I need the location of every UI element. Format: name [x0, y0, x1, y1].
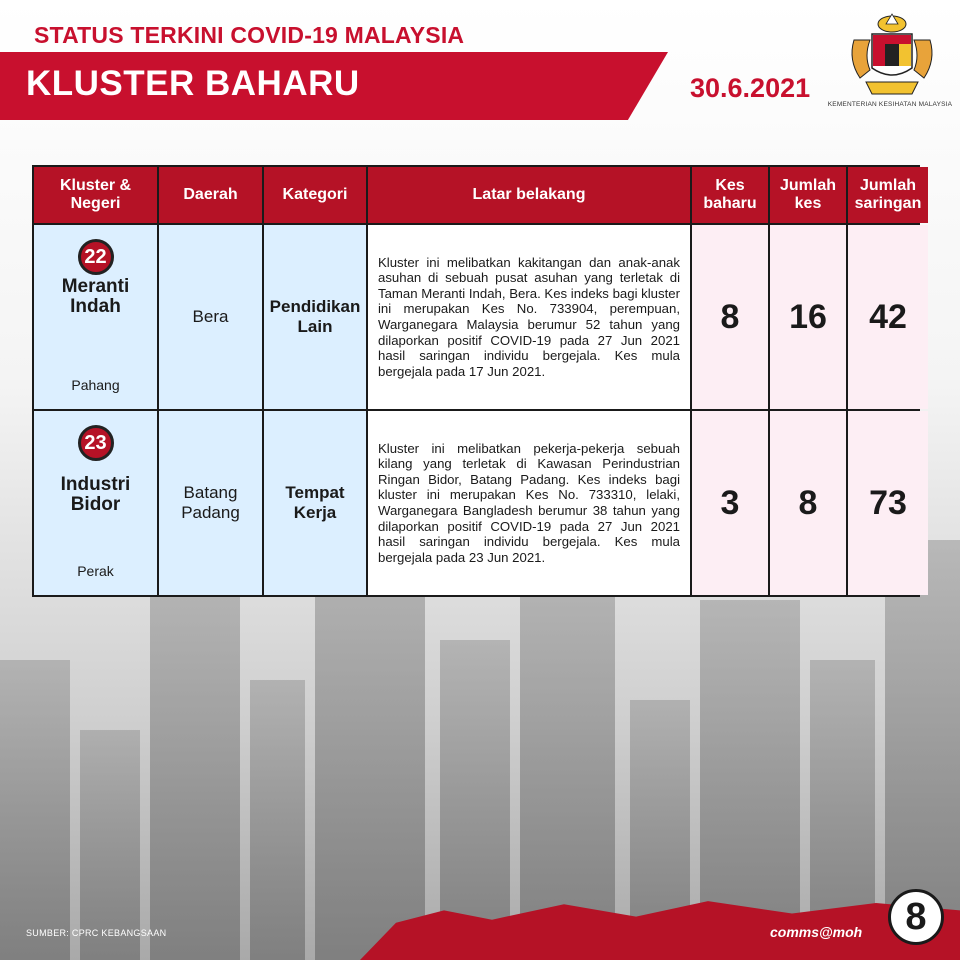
- new-cases-cell: [692, 225, 768, 409]
- total-cases-cell: [770, 225, 846, 409]
- total-screened-value: 42: [869, 297, 907, 336]
- column-header-new-cases: Kes baharu: [692, 167, 768, 223]
- background-text: Kluster ini melibatkan kakitangan dan anak-anak asuhan di sebuah pusat asuhan yang terletak di Taman Meranti Indah, Bera. Kes indeks bagi kluster ini merupakan Kes No. 733904, perempuan, Warganegara Malaysia berumur 52 tahun yang dilaporkan positif COVID-19 pada 27 Jun 2021 hasil saringan individu bergejala. Kes mula bergejala pada 17 Jun 2021.: [378, 254, 681, 379]
- column-header-cluster: Kluster & Negeri: [34, 167, 157, 223]
- new-cases-cell: [692, 411, 768, 595]
- column-header-background: Latar belakang: [368, 167, 690, 223]
- new-cases-value: 8: [720, 297, 740, 336]
- column-header-total-screened: Jumlah saringan: [848, 167, 928, 223]
- background-cell: [368, 225, 690, 409]
- comms-handle: comms@moh: [770, 924, 863, 940]
- total-cases-value: 16: [789, 297, 827, 336]
- total-cases-value: 8: [798, 483, 818, 522]
- category-name: Tempat Kerja: [285, 483, 345, 522]
- page-number-badge: 8: [888, 889, 944, 945]
- ministry-caption: KEMENTERIAN KESIHATAN MALAYSIA: [827, 101, 953, 108]
- total-cases-cell: [770, 411, 846, 595]
- total-screened-value: 73: [869, 483, 907, 522]
- cluster-name: Meranti Indah: [61, 276, 130, 317]
- column-header-district: Daerah: [159, 167, 262, 223]
- cluster-cell: [34, 411, 157, 595]
- category-name: Pendidikan Lain: [269, 297, 361, 336]
- column-header-category: Kategori: [264, 167, 366, 223]
- cluster-number-badge: 23: [78, 425, 114, 461]
- category-cell: [264, 411, 366, 595]
- background-text: Kluster ini melibatkan pekerja-pekerja sebuah kilang yang terletak di Kawasan Perindustrian Ringan Bidor, Batang Padang. Kes indeks bagi kluster ini merupakan Kes No. 733310, lelaki, Warganegara Bangladesh berumur 38 tahun yang dilaporkan positif COVID-19 pada 27 Jun 2021 hasil saringan individu bergejala. Kes mula bergejala pada 23 Jun 2021.: [378, 440, 680, 565]
- cluster-state: Pahang: [71, 377, 120, 393]
- total-screened-cell: [848, 225, 928, 409]
- page-subtitle: STATUS TERKINI COVID-19 MALAYSIA: [34, 22, 465, 48]
- district-cell: [159, 411, 262, 595]
- cluster-state: Perak: [77, 563, 114, 579]
- cluster-number-badge: 22: [78, 239, 114, 275]
- district-name: Bera: [192, 307, 229, 326]
- report-date: 30.6.2021: [690, 73, 811, 103]
- category-cell: [264, 225, 366, 409]
- malaysia-coat-of-arms-icon: [842, 10, 942, 102]
- cluster-cell: [34, 225, 157, 409]
- cluster-name: Industri Bidor: [60, 474, 131, 515]
- total-screened-cell: [848, 411, 928, 595]
- new-cases-value: 3: [720, 483, 740, 522]
- column-header-total-cases: Jumlah kes: [770, 167, 846, 223]
- source-credit: SUMBER: CPRC KEBANGSAAN: [26, 928, 167, 938]
- district-name: Batang Padang: [181, 483, 240, 522]
- cluster-table: [32, 165, 920, 597]
- district-cell: [159, 225, 262, 409]
- page-title: KLUSTER BAHARU: [26, 64, 360, 103]
- background-cell: [368, 411, 690, 595]
